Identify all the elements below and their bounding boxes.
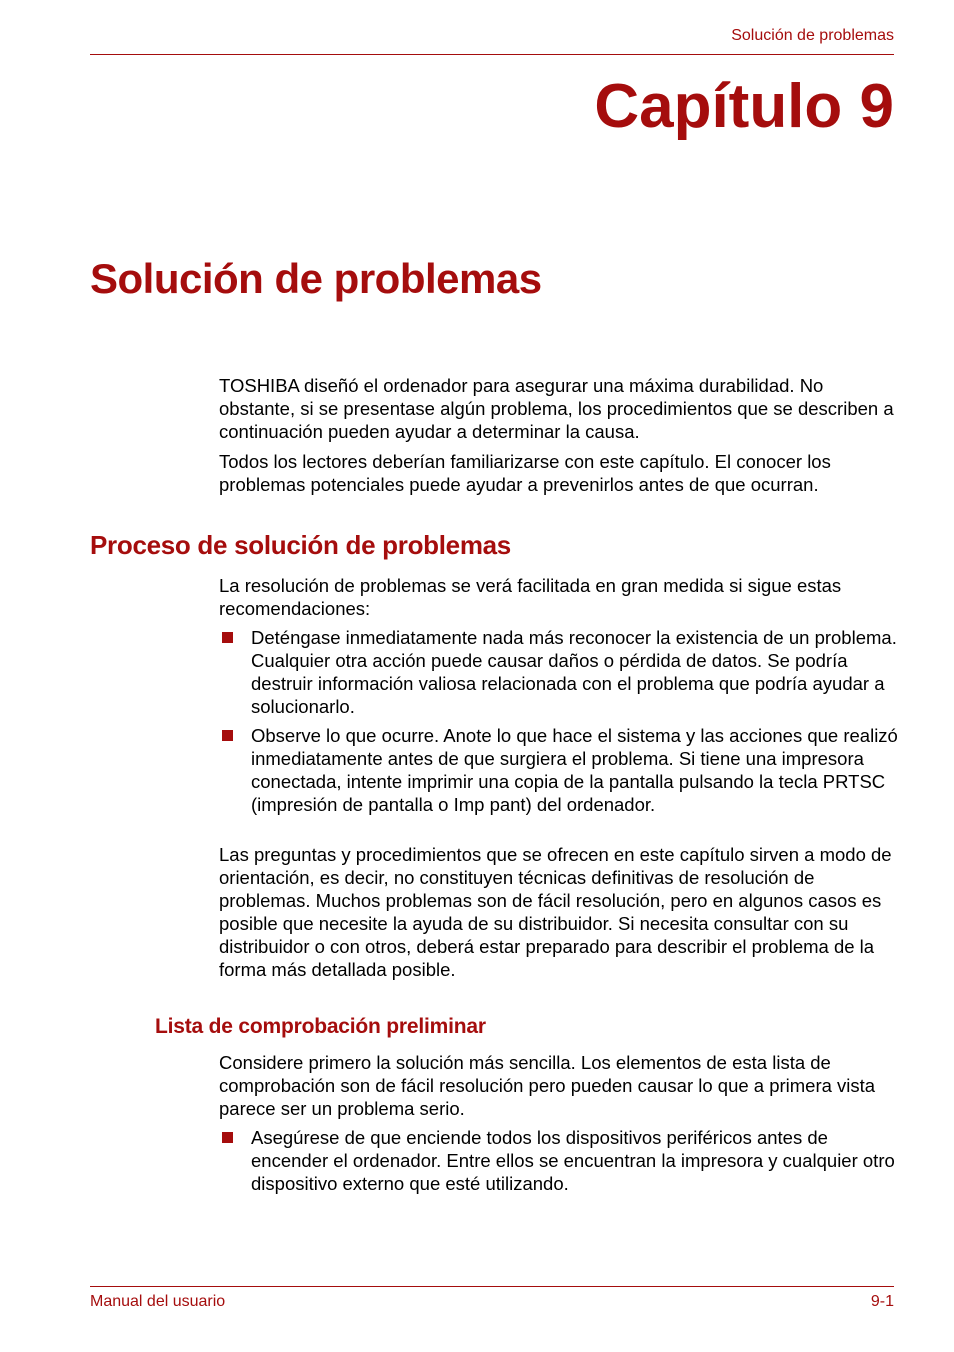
list-item-text: Deténgase inmediatamente nada más reconocer la existencia de un problema. Cualquier otra acción puede causar daños o pérdida de datos. Se podría destruir información valiosa relacionada con el problema que podría ayudar a solucionarlo. <box>251 627 897 717</box>
bullet-square-icon <box>222 730 233 741</box>
list-item <box>219 1126 899 1195</box>
section-lead <box>219 574 899 620</box>
intro-paragraph: TOSHIBA diseñó el ordenador para asegurar una máxima durabilidad. No obstante, si se presentase algún problema, los procedimientos que se describen a continuación pueden ayudar a determinar la causa. <box>219 375 894 442</box>
intro-block <box>219 374 899 496</box>
list-item <box>219 724 899 816</box>
subsection-heading: Lista de comprobación preliminar <box>155 1015 486 1038</box>
paragraph: Las preguntas y procedimientos que se ofrecen en este capítulo sirven a modo de orientación, es decir, no constituyen técnicas definitivas de resolución de problemas. Muchos problemas son de fácil resolución, pero en algunos casos es posible que necesite la ayuda de su distribuidor. Si necesita consultar con su distribuidor o con otros, deberá estar preparado para describir el problema de la forma más detallada posible. <box>219 844 892 980</box>
page-number: 9-1 <box>870 1293 894 1310</box>
bullet-square-icon <box>222 632 233 643</box>
paragraph: La resolución de problemas se verá facilitada en gran medida si sigue estas recomendaciones: <box>219 575 842 619</box>
footer-rule <box>90 1286 894 1287</box>
footer-title: Manual del usuario <box>90 1293 226 1310</box>
list-item-text: Observe lo que ocurre. Anote lo que hace el sistema y las acciones que realizó inmediatamente antes de que surgiera el problema. Si tiene una impresora conectada, intente imprimir una copia de la pantalla pulsando la tecla PRTSC (impresión de pantalla o Imp pant) del ordenador. <box>251 725 898 815</box>
bullet-square-icon <box>222 1132 233 1143</box>
chapter-label: Capítulo 9 <box>594 72 894 141</box>
list-item <box>219 626 899 718</box>
section-closing <box>219 843 899 981</box>
intro-paragraph: Todos los lectores deberían familiarizarse con este capítulo. El conocer los problemas potenciales puede ayudar a prevenirlos antes de que ocurran. <box>219 451 831 495</box>
list-item-text: Asegúrese de que enciende todos los dispositivos periféricos antes de encender el ordenador. Entre ellos se encuentran la impresora y cualquier otro dispositivo externo que esté utilizando. <box>251 1127 895 1194</box>
section-heading: Proceso de solución de problemas <box>90 530 511 560</box>
paragraph: Considere primero la solución más sencilla. Los elementos de esta lista de comprobación son de fácil resolución pero pueden causar lo que a primera vista parece ser un problema serio. <box>219 1052 876 1119</box>
page-title: Solución de problemas <box>90 255 542 302</box>
subsection-lead <box>219 1051 899 1120</box>
running-header: Solución de problemas <box>731 27 894 44</box>
header-rule <box>90 54 894 55</box>
